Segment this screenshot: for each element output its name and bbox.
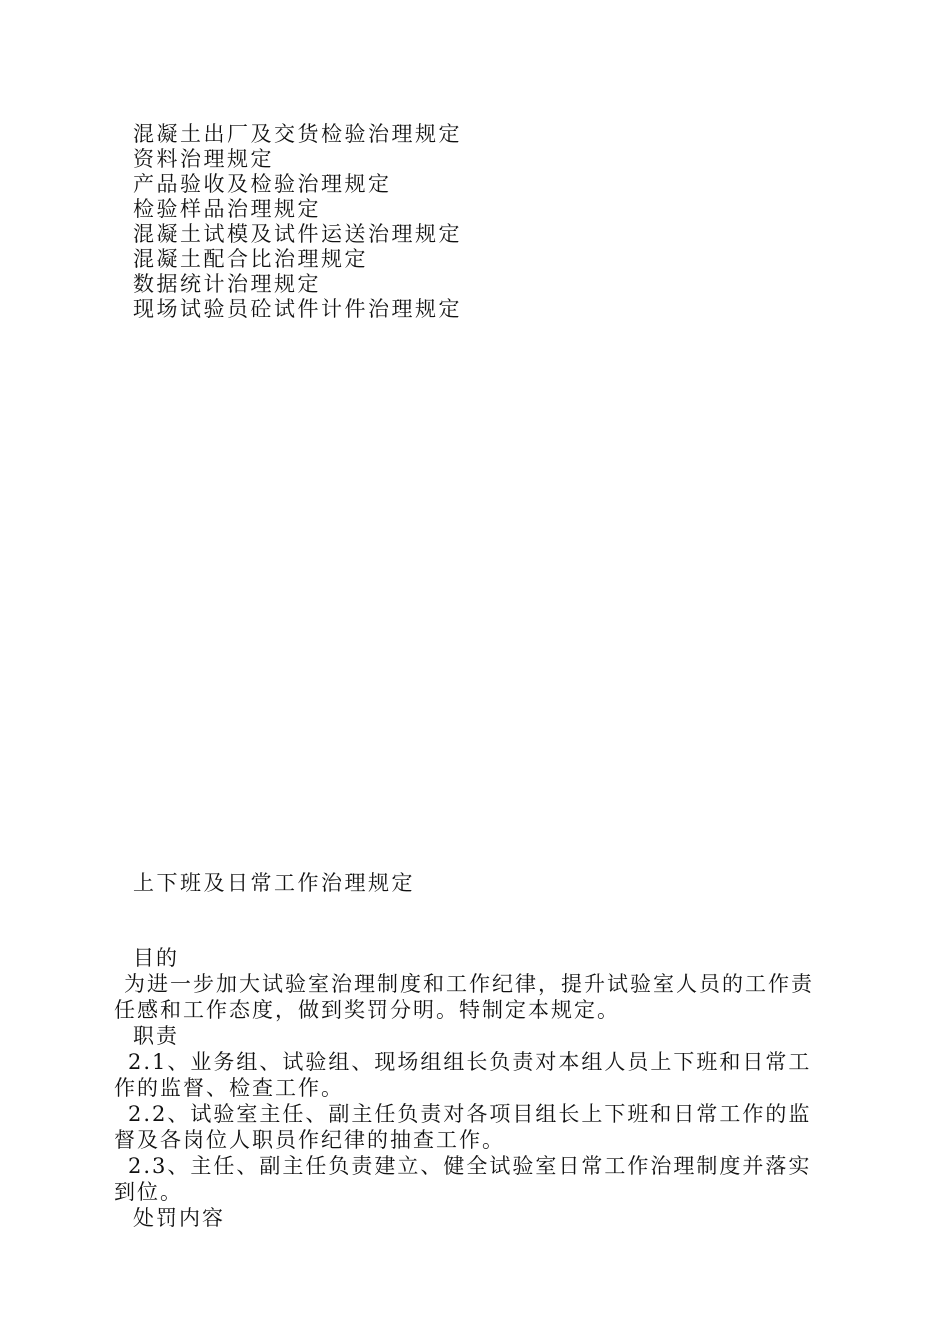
section-body [114, 945, 834, 1231]
purpose-paragraph: 为进一步加大试验室治理制度和工作纪律，提升试验室人员的工作责任感和工作态度，做到奖罚分明。特制定本规定。 [114, 972, 814, 1022]
toc-item: 数据统计治理规定 [133, 272, 321, 296]
duty-item: 2.1、业务组、试验组、现场组组长负责对本组人员上下班和日常工作的监督、检查工作。 [114, 1050, 812, 1100]
section-title: 上下班及日常工作治理规定 [133, 871, 415, 895]
purpose-heading: 目的 [133, 946, 179, 970]
toc-item: 混凝土配合比治理规定 [133, 247, 368, 271]
duty-heading: 职责 [133, 1024, 179, 1048]
duty-item: 2.3、主任、副主任负责建立、健全试验室日常工作治理制度并落实到位。 [114, 1154, 812, 1204]
toc-item: 混凝土出厂及交货检验治理规定 [133, 122, 462, 146]
duty-item: 2.2、试验室主任、副主任负责对各项目组长上下班和日常工作的监督及各岗位人职员作纪律的抽查工作。 [114, 1102, 812, 1152]
toc-item: 资料治理规定 [133, 147, 274, 171]
toc-item: 混凝土试模及试件运送治理规定 [133, 222, 462, 246]
table-of-contents [133, 122, 462, 322]
toc-item: 现场试验员砼试件计件治理规定 [133, 297, 462, 321]
toc-item: 检验样品治理规定 [133, 197, 321, 221]
toc-item: 产品验收及检验治理规定 [133, 172, 392, 196]
penalty-heading: 处罚内容 [133, 1206, 225, 1230]
